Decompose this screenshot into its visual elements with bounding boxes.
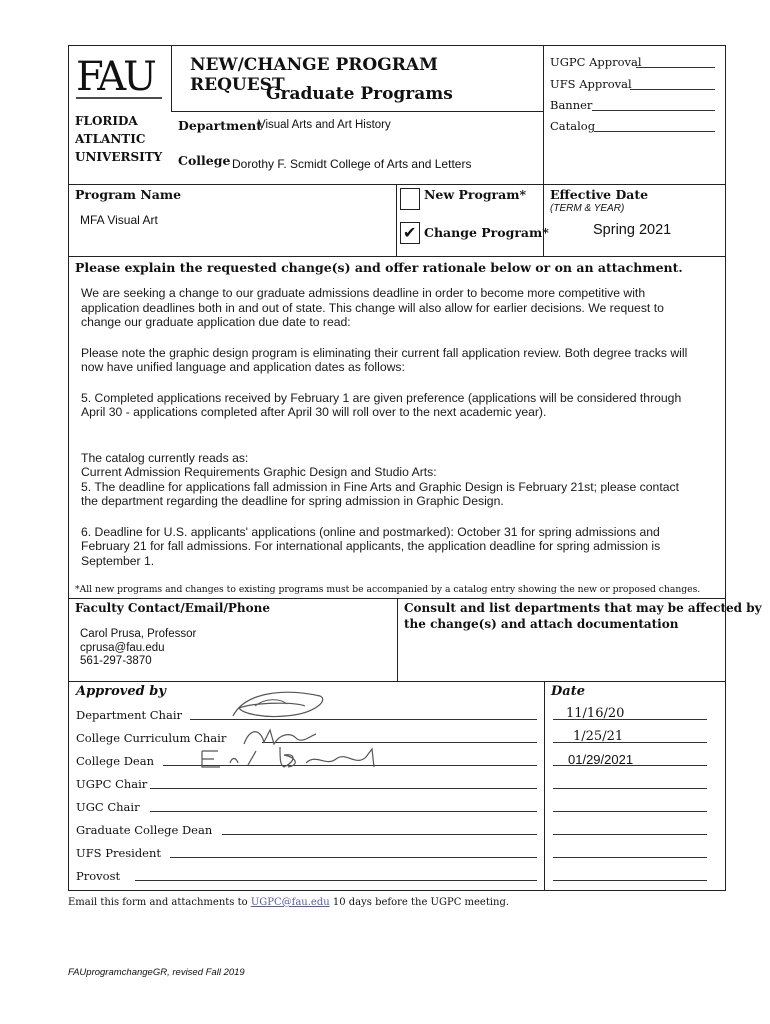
- approval-role: UGPC Chair: [76, 777, 148, 791]
- approval-date[interactable]: 11/16/20: [566, 706, 625, 721]
- signature-line[interactable]: [170, 857, 537, 858]
- program-name-value[interactable]: MFA Visual Art: [80, 213, 158, 227]
- date-line[interactable]: [553, 857, 707, 858]
- fau-logo: [74, 50, 166, 108]
- checkmark-icon: ✔: [403, 223, 417, 242]
- revision-note: FAUprogramchangeGR, revised Fall 2019: [68, 967, 245, 978]
- approval-role: Department Chair: [76, 708, 182, 722]
- signature-line[interactable]: [150, 788, 537, 789]
- signature-line[interactable]: [135, 880, 537, 881]
- change-program-checkbox[interactable]: [400, 222, 420, 244]
- date-line[interactable]: [553, 880, 707, 881]
- paragraph-1: We are seeking a change to our graduate admissions deadline in order to become more competitive with application deadlines both in and out of state. This change will also allow for earlier decisions. We request to change our graduate application due date to read:: [81, 286, 664, 329]
- form-title: NEW/CHANGE PROGRAM REQUEST: [190, 55, 438, 95]
- change-program-label: Change Program*: [424, 225, 549, 240]
- program-name-label: Program Name: [75, 187, 182, 202]
- date-label: Date: [551, 684, 585, 699]
- paragraph-5: 6. Deadline for U.S. applicants' applications (online and postmarked): October 31 for spring admissions and February 21 for fall admissions. For international applicants, the application deadline for spring admission is September 1.: [81, 524, 661, 568]
- approved-by-label: Approved by: [76, 684, 166, 699]
- paragraph-4: The catalog currently reads as: Current Admission Requirements Graphic Design and Studio Arts: 5. The deadline for applications fall admission in Fine Arts and Graphic Design is February 21st; please contact the department regarding the deadline for spring admission in Graphic Design.: [81, 450, 679, 508]
- approval-role: College Curriculum Chair: [76, 731, 227, 745]
- catalog-footnote: *All new programs and changes to existing programs must be accompanied by a catalog entry showing the new or proposed changes.: [75, 584, 701, 595]
- approval-date[interactable]: 1/25/21: [573, 729, 624, 744]
- effective-date-value[interactable]: Spring 2021: [593, 222, 672, 238]
- banner-approval[interactable]: Banner: [550, 98, 593, 112]
- effective-date-label: Effective Date: [550, 187, 649, 202]
- explain-body[interactable]: [81, 286, 721, 568]
- explain-heading: Please explain the requested change(s) and offer rationale below or on an attachment.: [75, 260, 683, 275]
- approval-role: UFS President: [76, 846, 162, 860]
- approval-role: UGC Chair: [76, 800, 140, 814]
- term-year-label: (TERM & YEAR): [550, 203, 625, 214]
- ugpc-email-link[interactable]: UGPC@fau.edu: [250, 897, 330, 908]
- svg-text:FAU: FAU: [76, 54, 154, 100]
- signature-line[interactable]: [222, 834, 537, 835]
- approval-role: Provost: [76, 869, 121, 883]
- ufs-approval[interactable]: UFS Approval: [550, 77, 632, 91]
- ugpc-approval[interactable]: UGPC Approval: [550, 55, 642, 69]
- approval-role: Graduate College Dean: [76, 823, 213, 837]
- new-program-checkbox[interactable]: [400, 188, 420, 210]
- college-value[interactable]: Dorothy F. Scmidt College of Arts and Letters: [232, 157, 472, 171]
- date-line[interactable]: [553, 834, 707, 835]
- signature-college-dean: [196, 741, 386, 773]
- faculty-contact-label: Faculty Contact/Email/Phone: [75, 601, 270, 615]
- form-subtitle: Graduate Programs: [266, 84, 453, 104]
- date-line[interactable]: [553, 811, 707, 812]
- university-name: FLORIDA ATLANTIC UNIVERSITY: [75, 114, 163, 164]
- date-line[interactable]: [553, 788, 707, 789]
- paragraph-3: 5. Completed applications received by February 1 are given preference (applications will be considered through April 30 - applications completed after April 30 will roll over to the next academic year).: [81, 390, 682, 419]
- department-label: Department: [178, 118, 263, 133]
- approval-role: College Dean: [76, 754, 154, 768]
- approval-date[interactable]: 01/29/2021: [568, 752, 634, 767]
- signature-department-chair: [225, 688, 335, 726]
- department-value[interactable]: Visual Arts and Art History: [258, 119, 391, 131]
- college-label: College: [178, 153, 231, 168]
- email-instructions: Email this form and attachments to UGPC@fau.edu 10 days before the UGPC meeting.: [68, 897, 510, 908]
- consult-label: Consult and list departments that may be affected by the change(s) and attach documentation: [404, 601, 762, 631]
- new-program-label: New Program*: [424, 187, 527, 202]
- paragraph-2: Please note the graphic design program is eliminating their current fall application review. Both degree tracks will now have unified language and application dates as follows:: [81, 345, 688, 374]
- faculty-contact-value[interactable]: Carol Prusa, Professor cprusa@fau.edu 561-297-3870: [80, 628, 197, 667]
- signature-line[interactable]: [150, 811, 537, 812]
- catalog-approval[interactable]: Catalog: [550, 119, 596, 133]
